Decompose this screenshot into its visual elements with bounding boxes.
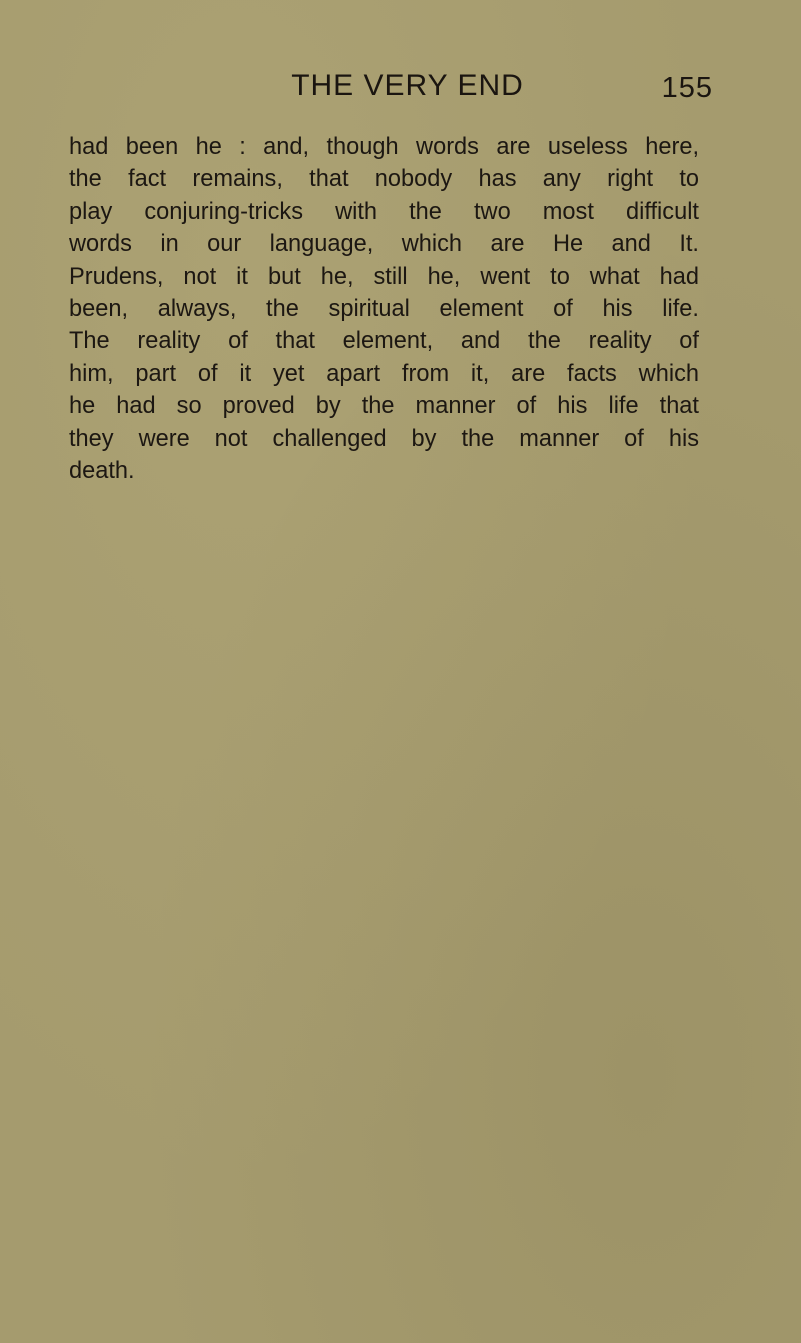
text-line: death. [69, 458, 135, 485]
running-title: THE VERY END [291, 69, 524, 102]
text-line: him, part of it yet apart from it, are facts which [69, 360, 699, 387]
text-line: Prudens, not it but he, still he, went to what had [69, 263, 699, 290]
text-line: the fact remains, that nobody has any right to [69, 166, 699, 193]
page-number: 155 [661, 72, 713, 104]
text-line: The reality of that element, and the reality of [69, 328, 699, 355]
text-line: they were not challenged by the manner of his [69, 425, 699, 452]
text-line: he had so proved by the manner of his life that [69, 393, 699, 420]
text-line: play conjuring-tricks with the two most difficult [69, 198, 699, 225]
text-line: had been he : and, though words are useless here, [69, 134, 699, 160]
text-line: been, always, the spiritual element of his life. [69, 296, 699, 323]
body-paragraph [69, 131, 699, 487]
text-line: words in our language, which are He and It. [69, 231, 699, 258]
running-head [0, 66, 801, 106]
